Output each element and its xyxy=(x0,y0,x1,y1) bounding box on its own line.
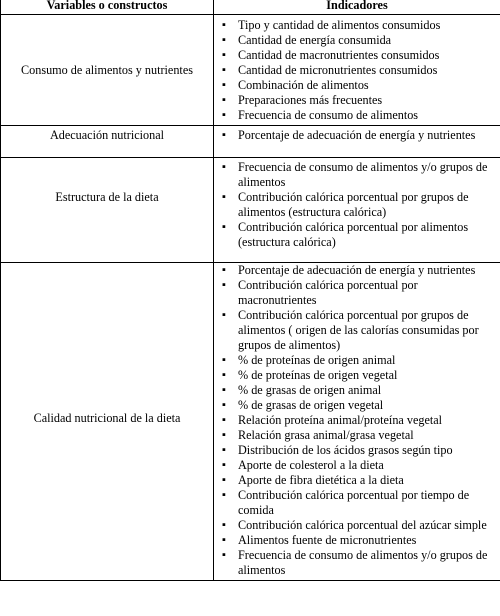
list-item: ▪ Porcentaje de adecuación de energía y nutrientes xyxy=(214,128,500,143)
list-item: ▪ Cantidad de micronutrientes consumidos xyxy=(214,63,500,78)
list-item: ▪ Porcentaje de adecuación de energía y nutrientes xyxy=(214,263,500,278)
list-item: ▪ Relación grasa animal/grasa vegetal xyxy=(214,428,500,443)
indicators-cell xyxy=(214,263,500,581)
list-item: ▪ % de proteínas de origen vegetal xyxy=(214,368,500,383)
header-variables: Variables o constructos xyxy=(1,0,214,15)
header-indicators: Indicadores xyxy=(214,0,500,15)
list-item: ▪ % de grasas de origen animal xyxy=(214,383,500,398)
indicator-list xyxy=(214,263,500,578)
list-item: ▪ Aporte de colesterol a la dieta xyxy=(214,458,500,473)
variable-cell: Adecuación nutricional xyxy=(1,126,214,158)
list-item: ▪ Cantidad de energía consumida xyxy=(214,33,500,48)
list-item: ▪ Contribución calórica porcentual por grupos de alimentos ( origen de las calorías consumidas por grupos de alimentos) xyxy=(214,308,500,353)
indicators-cell xyxy=(214,158,500,263)
list-item: ▪ Aporte de fibra dietética a la dieta xyxy=(214,473,500,488)
indicators-cell xyxy=(214,126,500,158)
table-header-row xyxy=(1,0,500,15)
variable-cell: Consumo de alimentos y nutrientes xyxy=(1,15,214,126)
variable-cell: Estructura de la dieta xyxy=(1,158,214,263)
table-row xyxy=(1,158,500,263)
list-item: ▪ Alimentos fuente de micronutrientes xyxy=(214,533,500,548)
list-item: ▪ Preparaciones más frecuentes xyxy=(214,93,500,108)
list-item: ▪ Contribución calórica porcentual por tiempo de comida xyxy=(214,488,500,518)
list-item: ▪ Contribución calórica porcentual del azúcar simple xyxy=(214,518,500,533)
list-item: ▪ Relación proteína animal/proteína vegetal xyxy=(214,413,500,428)
list-item: ▪ Contribución calórica porcentual por macronutrientes xyxy=(214,278,500,308)
list-item: ▪ Frecuencia de consumo de alimentos y/o grupos de alimentos xyxy=(214,160,500,190)
list-item: ▪ Cantidad de macronutrientes consumidos xyxy=(214,48,500,63)
table-row xyxy=(1,126,500,158)
list-item: ▪ Contribución calórica porcentual por grupos de alimentos (estructura calórica) xyxy=(214,190,500,220)
indicator-list xyxy=(214,18,500,123)
list-item: ▪ % de proteínas de origen animal xyxy=(214,353,500,368)
list-item: ▪ Frecuencia de consumo de alimentos xyxy=(214,108,500,123)
indicator-list xyxy=(214,128,500,143)
table-row xyxy=(1,263,500,581)
list-item: ▪ Distribución de los ácidos grasos según tipo xyxy=(214,443,500,458)
indicators-cell xyxy=(214,15,500,126)
list-item: ▪ Tipo y cantidad de alimentos consumidos xyxy=(214,18,500,33)
variable-cell: Calidad nutricional de la dieta xyxy=(1,263,214,581)
list-item: ▪ % de grasas de origen vegetal xyxy=(214,398,500,413)
indicator-list xyxy=(214,160,500,250)
list-item: ▪ Frecuencia de consumo de alimentos y/o grupos de alimentos xyxy=(214,548,500,578)
list-item: ▪ Contribución calórica porcentual por alimentos (estructura calórica) xyxy=(214,220,500,250)
list-item: ▪ Combinación de alimentos xyxy=(214,78,500,93)
table-row xyxy=(1,15,500,126)
